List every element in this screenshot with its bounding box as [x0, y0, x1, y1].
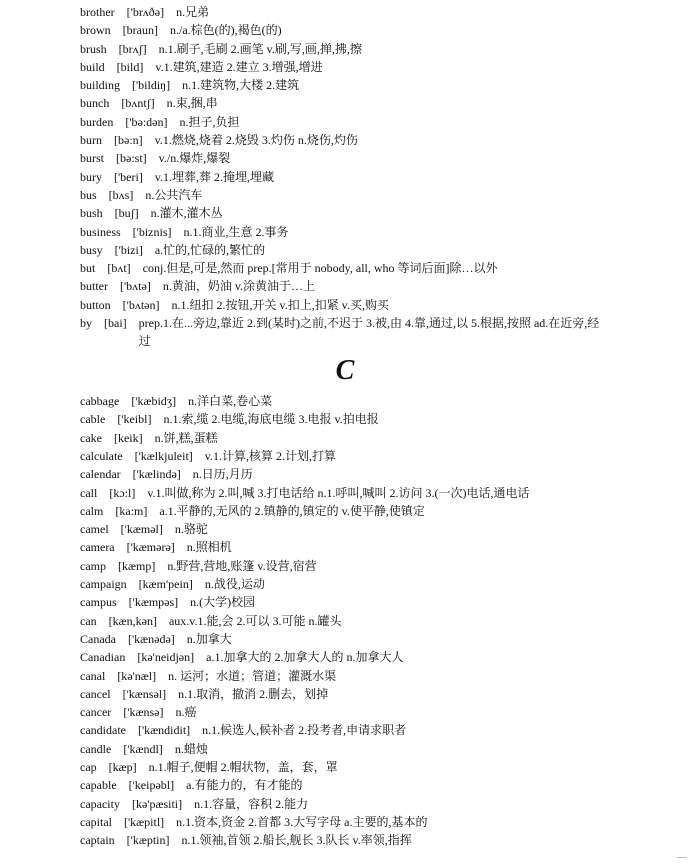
entry-word: capacity [80, 796, 120, 811]
entry-phonetic: ['bildiŋ] [132, 78, 171, 93]
entry-word: build [80, 59, 105, 74]
entry-definition: n.(大学)校园 [190, 595, 256, 610]
dictionary-entry [80, 831, 640, 849]
entry-phonetic: [keik] [113, 430, 143, 445]
entry-phonetic: [kɔ:l] [109, 485, 136, 500]
entry-word: candle [80, 741, 112, 756]
entry-phonetic: ['kændl] [123, 741, 163, 756]
dictionary-entry [80, 447, 640, 465]
entry-definition: n.洋白菜,卷心菜 [188, 394, 273, 409]
entry-word: button [80, 297, 111, 312]
dictionary-entry [80, 520, 640, 538]
entry-definition: n.日历,月历 [192, 467, 253, 482]
entry-phonetic: ['kæbidʒ] [131, 394, 177, 409]
entry-word: cable [80, 412, 106, 427]
entry-phonetic: ['kæmpəs] [128, 595, 179, 610]
entry-phonetic: [kæp] [108, 759, 137, 774]
entry-phonetic: ['biznis] [132, 224, 172, 239]
dictionary-entry [80, 630, 640, 648]
entry-phonetic: [kə'pæsiti] [131, 796, 183, 811]
entry-phonetic: ['bizi] [114, 242, 143, 257]
dictionary-entry [80, 241, 640, 259]
entry-definition: n.加拿大 [186, 631, 232, 646]
entry-definition: a.1.平静的,无风的 2.镇静的,镇定的 v.使平静,使镇定 [159, 503, 425, 518]
entry-word: burn [80, 133, 102, 148]
entry-word: camel [80, 522, 109, 537]
entry-phonetic: [bə:n] [114, 133, 143, 148]
entry-phonetic: ['kænsə] [123, 705, 164, 720]
dictionary-entry [80, 557, 640, 575]
entry-word: camp [80, 558, 106, 573]
dictionary-entry [80, 813, 640, 831]
entry-phonetic: ['kæpitl] [123, 814, 165, 829]
entry-definition: conj.但是,可是,然而 prep.[常用于 nobody, all, who 等词后面]除…以外 [142, 261, 498, 276]
entry-word: campus [80, 595, 117, 610]
dictionary-entry [80, 204, 640, 222]
dictionary-entry [80, 277, 640, 295]
entry-word: capable [80, 778, 117, 793]
entry-word: can [80, 613, 97, 628]
entry-word: Canada [80, 631, 116, 646]
entry-definition: n.1.领袖,首领 2.船长,舰长 3.队长 v.率领,指挥 [181, 833, 412, 848]
entry-definition: n.兄弟 [176, 5, 210, 19]
entry-phonetic: [buʃ] [114, 206, 139, 221]
entry-phonetic: [kə'neidjən] [137, 650, 195, 665]
section-letter-heading: C [335, 355, 355, 387]
entry-phonetic: [bʌt] [107, 261, 131, 276]
entry-phonetic: ['brʌðə] [126, 5, 165, 19]
entry-phonetic: ['bə:dən] [125, 114, 168, 129]
entry-definition: n.癌 [175, 705, 197, 720]
entry-definition: v.1.叫做,称为 2.叫,喊 3.打电话给 n.1.呼叫,喊叫 2.访问 3.(一次)电话,通电话 [147, 485, 530, 500]
dictionary-entry [80, 776, 640, 794]
dictionary-entry [80, 314, 640, 350]
entry-phonetic: ['kæptin] [126, 833, 170, 848]
entry-phonetic: ['kælkjuleit] [134, 448, 193, 463]
entry-phonetic: [kə'næl] [117, 668, 157, 683]
entry-definition: v.1.计算,核算 2.计划,打算 [204, 448, 337, 463]
entry-word: burden [80, 114, 114, 129]
entry-word: cake [80, 430, 102, 445]
dictionary-entry [80, 667, 640, 685]
entry-word: bunch [80, 96, 110, 111]
entry-phonetic: ['kænsəl] [122, 686, 167, 701]
entry-word: calendar [80, 467, 121, 482]
entry-word: brother [80, 5, 115, 19]
entry-list-c [80, 392, 640, 849]
entry-phonetic: [braun] [122, 23, 158, 38]
entry-definition: n.1.取消，撤消 2.删去，划掉 [178, 686, 329, 701]
dictionary-entry [80, 795, 640, 813]
entry-definition: n.1.索,缆 2.电缆,海底电缆 3.电报 v.拍电报 [163, 412, 379, 427]
dictionary-entry [80, 593, 640, 611]
entry-definition: n.1.帽子,便帽 2.帽状物，盖，套，罩 [148, 759, 338, 774]
entry-phonetic: [bild] [116, 59, 144, 74]
entry-definition: n.1.纽扣 2.按钮,开关 v.扣上,扣紧 v.买,购买 [171, 297, 389, 312]
dictionary-entry [80, 149, 640, 167]
entry-phonetic: [bʌntʃ] [121, 96, 155, 111]
entry-word: cancel [80, 686, 111, 701]
entry-word: canal [80, 668, 106, 683]
page-corner-mark [677, 857, 687, 861]
entry-definition: n.灌木,灌木丛 [150, 206, 223, 221]
entry-word: capital [80, 814, 112, 829]
entry-definition: n.1.刷子,毛刷 2.画笔 v.刷,写,画,掸,拂,擦 [158, 41, 362, 56]
entry-definition: v./n.爆炸,爆裂 [158, 151, 231, 166]
dictionary-entry [80, 538, 640, 556]
entry-phonetic: ['beri] [114, 169, 143, 184]
entry-word: bush [80, 206, 103, 221]
dictionary-entry [80, 721, 640, 739]
entry-definition: n.1.候选人,候补者 2.投考者,申请求职者 [202, 723, 407, 738]
entry-word: Canadian [80, 650, 126, 665]
entry-word: candidate [80, 723, 126, 738]
dictionary-entry [80, 758, 640, 776]
entry-word: cabbage [80, 394, 120, 409]
dictionary-entry [80, 575, 640, 593]
entry-word: burst [80, 151, 104, 166]
entry-phonetic: ['kæməl] [120, 522, 163, 537]
entry-word: camera [80, 540, 115, 555]
entry-phonetic: [kæmp] [118, 558, 156, 573]
entry-word: by [80, 316, 92, 331]
entry-definition: n.战役,运动 [204, 577, 265, 592]
dictionary-entry [80, 296, 640, 314]
entry-definition: v.1.埋葬,葬 2.掩埋,埋藏 [154, 169, 275, 184]
dictionary-entry [80, 465, 640, 483]
dictionary-entry [80, 410, 640, 428]
dictionary-entry [80, 168, 640, 186]
entry-word: calculate [80, 448, 123, 463]
entry-definition: n.照相机 [186, 540, 232, 555]
entry-word: cap [80, 759, 97, 774]
entry-definition: n.骆驼 [174, 522, 208, 537]
dictionary-entry [80, 94, 640, 112]
entry-word: bury [80, 169, 102, 184]
dictionary-entry [80, 113, 640, 131]
dictionary-entry [80, 131, 640, 149]
entry-definition: n. 运河；水道；管道；灌溉水渠 [168, 668, 337, 683]
dictionary-entry [80, 429, 640, 447]
entry-definition: n.1.资本,资金 2.首都 3.大写字母 a.主要的,基本的 [176, 814, 428, 829]
entry-definition: n./a.棕色(的),褐色(的) [170, 23, 282, 38]
dictionary-page [80, 3, 640, 849]
entry-definition: n.1.容量，容积 2.能力 [194, 796, 309, 811]
dictionary-entry [80, 740, 640, 758]
entry-word: busy [80, 242, 103, 257]
entry-word: cancer [80, 705, 112, 720]
entry-phonetic: ['kænədə] [127, 631, 175, 646]
entry-word: but [80, 261, 96, 276]
entry-phonetic: ['kælində] [132, 467, 181, 482]
dictionary-entry [80, 259, 640, 277]
dictionary-entry [80, 685, 640, 703]
entry-phonetic: ['kæmərə] [126, 540, 175, 555]
dictionary-entry [80, 186, 640, 204]
entry-definition: v.1.建筑,建造 2.建立 3.增强,增进 [155, 59, 323, 74]
dictionary-entry [80, 40, 640, 58]
dictionary-entry [80, 502, 640, 520]
entry-definition: prep.1.在...旁边,靠近 2.到(某时)之前,不迟于 3.被,由 4.靠,通过,以 5.根据,按照 ad.在近旁,经过 [138, 316, 600, 349]
dictionary-entry [80, 76, 640, 94]
entry-definition: v.1.燃烧,烧着 2.烧毁 3.灼伤 n.烧伤,灼伤 [154, 133, 358, 148]
entry-word: building [80, 78, 121, 93]
entry-phonetic: ['keipəbl] [128, 778, 175, 793]
entry-word: campaign [80, 577, 127, 592]
entry-word: brush [80, 41, 107, 56]
entry-phonetic: [brʌʃ] [118, 41, 147, 56]
entry-definition: a.有能力的，有才能的 [186, 778, 303, 793]
dictionary-entry [80, 223, 640, 241]
dictionary-entry [80, 58, 640, 76]
entry-word: captain [80, 833, 115, 848]
entry-definition: aux.v.1.能,会 2.可以 3.可能 n.罐头 [168, 613, 342, 628]
entry-phonetic: [kæm'pein] [138, 577, 193, 592]
entry-list-b [80, 3, 640, 350]
entry-definition: a.忙的,忙碌的,繁忙的 [154, 242, 266, 257]
entry-definition: n.野营,营地,账篷 v.设营,宿营 [167, 558, 317, 573]
entry-phonetic: [ka:m] [115, 503, 148, 518]
entry-phonetic: [bʌs] [108, 187, 134, 202]
entry-word: bus [80, 187, 97, 202]
entry-word: brown [80, 23, 111, 38]
entry-definition: n.担子,负担 [179, 114, 240, 129]
dictionary-entry [80, 392, 640, 410]
entry-phonetic: ['kændidit] [137, 723, 191, 738]
entry-phonetic: ['bʌtə] [120, 279, 151, 294]
entry-word: call [80, 485, 98, 500]
entry-definition: n.1.建筑物,大楼 2.建筑 [182, 78, 300, 93]
entry-definition: n.黄油，奶油 v.涂黄油于…上 [162, 279, 316, 294]
dictionary-entry [80, 484, 640, 502]
dictionary-entry [80, 612, 640, 630]
entry-definition: a.1.加拿大的 2.加拿大人的 n.加拿大人 [206, 650, 404, 665]
entry-definition: n.公共汽车 [145, 187, 203, 202]
entry-definition: n.1.商业,生意 2.事务 [183, 224, 289, 239]
entry-word: butter [80, 279, 108, 294]
entry-definition: n.蜡烛 [174, 741, 208, 756]
entry-phonetic: ['keibl] [117, 412, 152, 427]
entry-phonetic: [kæn,kən] [108, 613, 157, 628]
entry-phonetic: ['bʌtən] [122, 297, 160, 312]
entry-word: business [80, 224, 121, 239]
entry-phonetic: [bə:st] [116, 151, 147, 166]
dictionary-entry [80, 3, 640, 21]
entry-phonetic: [bai] [104, 316, 127, 331]
dictionary-entry [80, 648, 640, 666]
entry-definition: n.饼,糕,蛋糕 [154, 430, 218, 445]
entry-word: calm [80, 503, 104, 518]
dictionary-entry [80, 703, 640, 721]
entry-definition: n.束,捆,串 [166, 96, 218, 111]
dictionary-entry [80, 21, 640, 39]
